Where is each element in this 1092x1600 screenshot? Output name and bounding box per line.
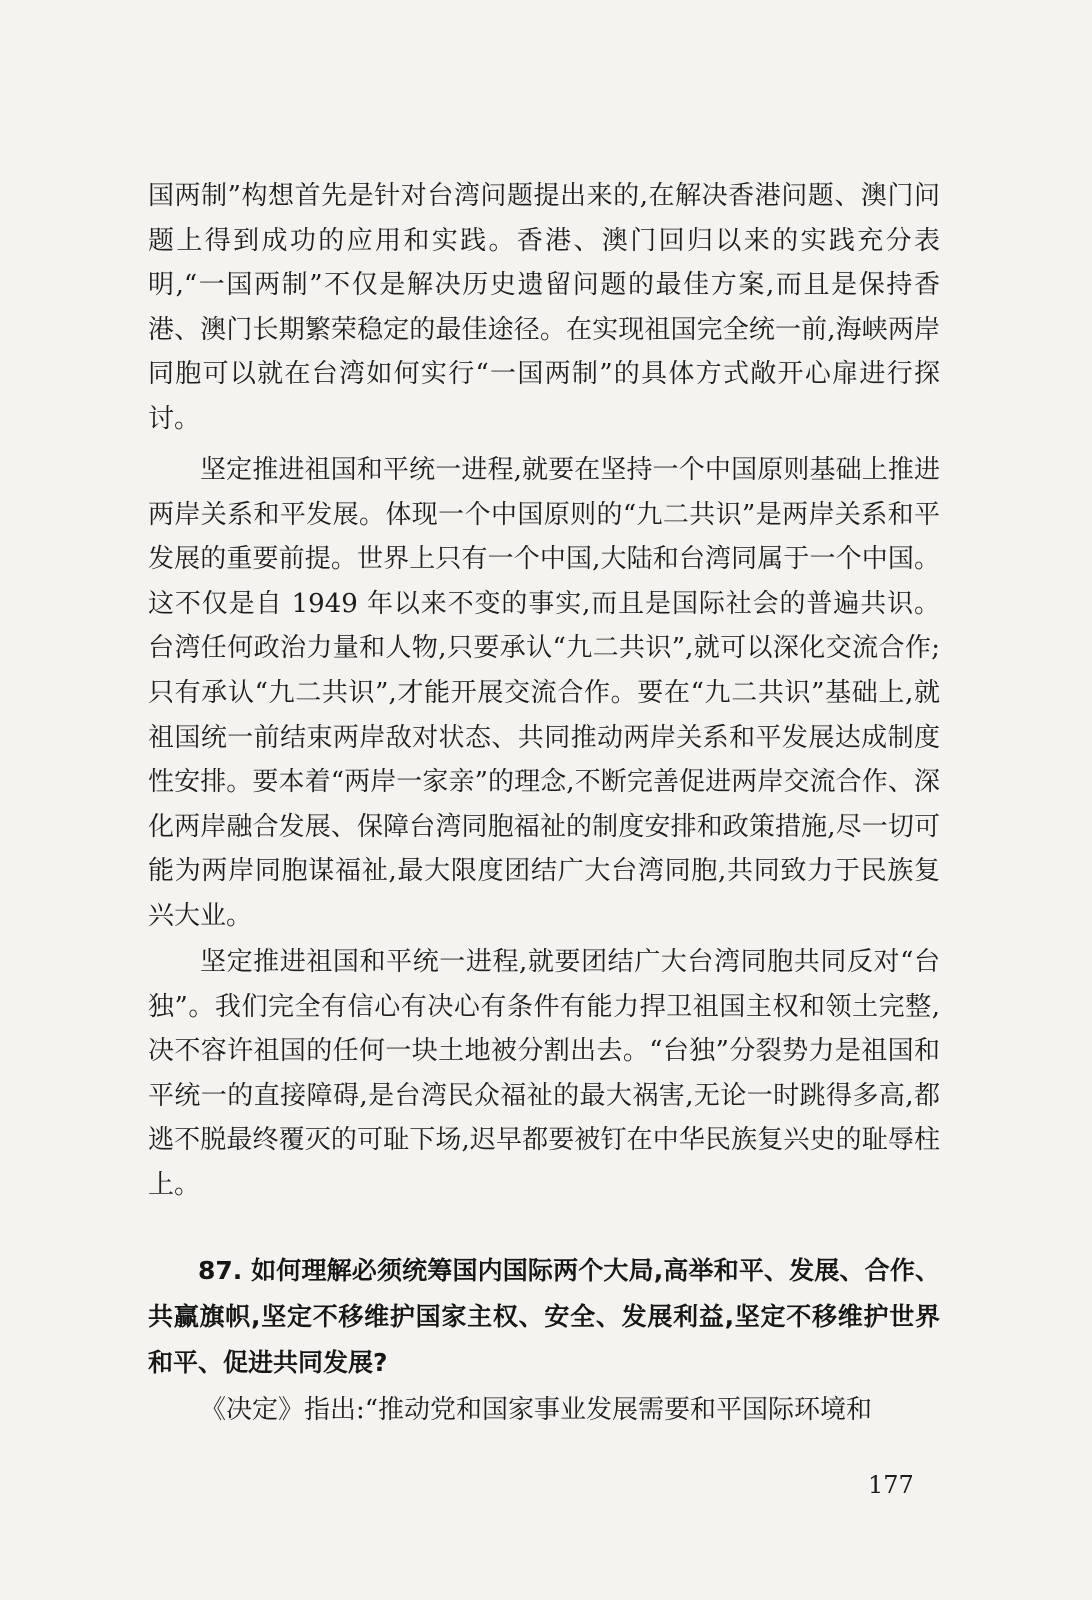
- paragraph-decision-quote: [148, 1388, 940, 1433]
- paragraph-oppose-independence: [148, 940, 940, 1208]
- paragraph-text: 国两制”构想首先是针对台湾问题提出来的,在解决香港问题、澳门问题上得到成功的应用和实践。香港、澳门回归以来的实践充分表明,“一国两制”不仅是解决历史遗留问题的最佳方案,而且是保持香港、澳门长期繁荣稳定的最佳途径。在实现祖国完全统一前,海峡两岸同胞可以就在台湾如何实行“一国两制”的具体方式敞开心扉进行探讨。: [148, 181, 940, 434]
- page-number: 177: [868, 1471, 914, 1499]
- paragraph-consensus: [148, 448, 940, 939]
- paragraph-text: 坚定推进祖国和平统一进程,就要团结广大台湾同胞共同反对“台独”。我们完全有信心有决心有条件有能力捍卫祖国主权和领土完整,决不容许祖国的任何一块土地被分割出去。“台独”分裂势力是祖国和平统一的直接障碍,是台湾民众福祉的最大祸害,无论一时跳得多高,都逃不脱最终覆灭的可耻下场,迟早都要被钉在中华民族复兴史的耻辱柱上。: [148, 947, 940, 1200]
- section-heading: 87. 如何理解必须统筹国内国际两个大局,高举和平、发展、合作、共赢旗帜,坚定不移维护国家主权、安全、发展利益,坚定不移维护世界和平、促进共同发展?: [148, 1256, 940, 1377]
- paragraph-text: 《决定》指出:“推动党和国家事业发展需要和平国际环境和: [200, 1395, 873, 1425]
- paragraph-continued: [148, 174, 940, 442]
- paragraph-text: 坚定推进祖国和平统一进程,就要在坚持一个中国原则基础上推进两岸关系和平发展。体现一个中国原则的“九二共识”是两岸关系和平发展的重要前提。世界上只有一个中国,大陆和台湾同属于一个中国。这不仅是自 1949 年以来不变的事实,而且是国际社会的普遍共识。台湾任何政治力量和人物,只要承认“九二共识”,就可以深化交流合作;只有承认“九二共识”,才能开展交流合作。要在“九二共识”基础上,就祖国统一前结束两岸敌对状态、共同推动两岸关系和平发展达成制度性安排。要本着“两岸一家亲”的理念,不断完善促进两岸交流合作、深化两岸融合发展、保障台湾同胞福祉的制度安排和政策措施,尽一切可能为两岸同胞谋福祉,最大限度团结广大台湾同胞,共同致力于民族复兴大业。: [148, 455, 940, 931]
- section-heading-block: [148, 1248, 940, 1386]
